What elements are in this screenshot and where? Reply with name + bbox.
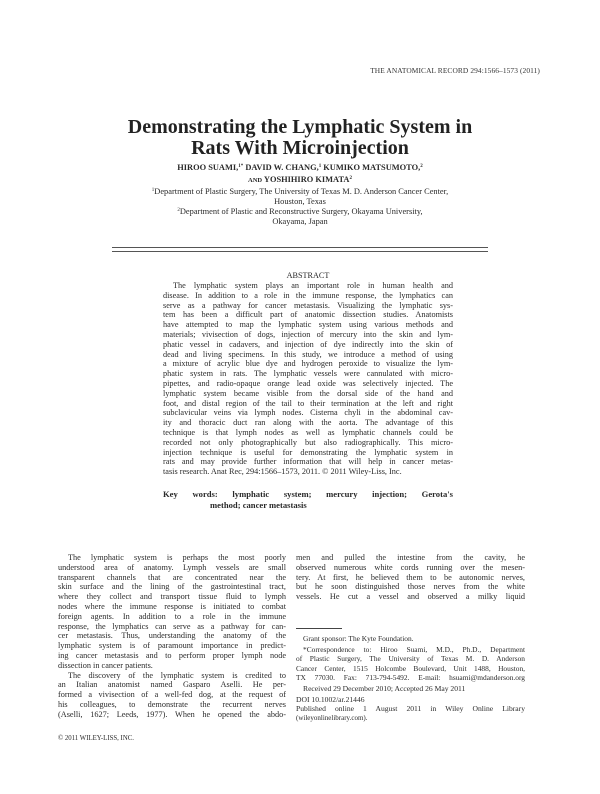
author-sup: 2 [420,164,423,169]
affiliation-sup: 2 [177,208,180,213]
title-line: Demonstrating the Lymphatic System in [127,116,473,138]
copyright: © 2011 WILEY-LISS, INC. [58,735,134,742]
text-line: response, the lymphatics can serve as a pathway for can- [58,621,286,631]
text-line: foot, and distal region of the tail to their termination at the left and right [163,398,453,408]
title-line: Rats With Microinjection [191,137,409,159]
text-line: skin surface and the lining of the gastrointestinal tract, [58,582,286,592]
text-line: dissection in cancer patients. [58,660,153,670]
author: KUMIKO MATSUMOTO, [323,163,421,172]
keywords [163,489,453,510]
text-line: cer metastasis. Thus, understanding the anatomy of the [58,631,286,641]
text-line: dead and living specimens. In this study, we introduce a method of using [163,349,453,359]
keywords-text: lymphatic system; mercury injection; Gerota's [232,489,453,499]
article-title [100,117,500,159]
correspondence [296,645,525,682]
text-line: technique is that lymph nodes as well as lymphatic channels could be [163,427,453,437]
text-line: ing cancer metastasis and to perform proper lymph node [58,650,286,660]
published-online: Published online 1 August 2011 in Wiley Online Library [296,704,525,714]
affiliation-line: Houston, Texas [274,197,326,206]
text-line: lymphatic system is of paramount importance in predict- [58,641,286,651]
text-line: pipettes, and radio-opaque orange lead oxide was selectively injected. The [163,378,453,388]
abstract-text [163,281,453,477]
text-line: (Aselli, 1627; Leeds, 1977). When he opened the abdo- [58,709,286,719]
text-line: Cancer Center, 1515 Holcombe Boulevard, Unit 1488, Houston, [296,663,525,673]
doi: DOI 10.1002/ar.21446 [296,695,365,705]
text-line: The discovery of the lymphatic system is credited to [68,670,286,680]
author-list [100,162,500,187]
received-date: Received 29 December 2010; Accepted 26 May 2011 [303,683,466,693]
text-line: vessels. He cut a vessel and observed a milky liquid [296,592,525,602]
divider [112,247,488,248]
divider [112,251,488,252]
text-line: tem has been a difficult part of anatomic dissection studies. Anatomists [163,310,453,320]
footnote-divider [296,628,342,629]
abstract-heading: ABSTRACT [286,271,330,280]
text-line: foreign agents. In addition to a role in the immune [58,611,286,621]
text-line: ity and thoracic duct ran along with the aorta. The advantage of this [163,418,453,428]
text-line: serve as a pathway for cancer metastasis. Visualizing the lymphatic sys- [163,300,453,310]
grant-sponsor: Grant sponsor: The Kyte Foundation. [303,634,414,643]
affiliation-line: Okayama, Japan [272,217,328,226]
text-line: nodes where the immune response is initiated to combat [58,601,286,611]
text-line: of Plastic Surgery, The University of Texas M. D. Anderson [296,654,525,664]
text-line: understood area of anatomy. Lymph vessels are small [58,562,286,572]
text-line: men and pulled the intestine from the cavity, he [296,553,525,562]
body-column-right [296,553,525,602]
text-line: phatic vessel in cadavers, and injection of dye indirectly into the skin of [163,339,453,349]
author: HIROO SUAMI, [177,163,239,172]
published-online: (wileyonlinelibrary.com). [296,713,368,722]
text-line: transparent channels that are concentrated near the [58,572,286,582]
affiliation-sup: 1 [151,188,155,193]
author-and: AND [248,177,263,184]
text-line: The lymphatic system plays an important role in human health and [173,281,453,290]
text-line: tery. At first, he believed them to be autonomic nerves, [296,572,525,582]
text-line: The lymphatic system is perhaps the most poorly [68,553,286,562]
affiliation-line [100,187,500,197]
text-line: a mixture of acrylic blue dye and hydrogen peroxide to visualize the lym- [163,359,453,369]
text-line: but he soon distinguished those nerves from the white [296,582,525,592]
author: DAVID W. CHANG, [245,163,319,172]
text-line: phatic system in rats. The lymphatic vessels were cannulated with micro- [163,369,453,379]
text-line: observed numerous white cords running over the mesen- [296,562,525,572]
text-line: TX 77030. Fax: 713-794-5492. E-mail: hsuami@mdanderson.org [296,672,525,682]
keywords-label: Key words: [163,489,218,499]
author: YOSHIHIRO KIMATA [263,175,350,184]
text-line: *Correspondence to: Hiroo Suami, M.D., Ph.D., Department [303,645,525,655]
keywords-text: method; cancer metastasis [210,499,307,510]
author-sup: 1 [318,164,322,169]
text-line: subclavicular veins via lymph nodes. Cisterna chyli in the abdominal cav- [163,408,453,418]
author-sup: 2 [349,176,352,181]
text-line: his colleagues, to demonstrate the recurrent nerves [58,699,286,709]
text-line: formed a vivisection of a well-fed dog, at the request of [58,690,286,700]
text-line: injection technique is useful for demonstrating the lymphatic system in [163,447,453,457]
text-line: have attempted to map the lymphatic system using various methods and [163,320,453,330]
affiliation-text: Department of Plastic and Reconstructive Surgery, Okayama University, [179,207,423,216]
text-line: recorded not only photographically but also radiographically. This micro- [163,437,453,447]
body-column-left [58,553,286,720]
text-line: materials; vivisection of dogs, injection of mercury into the skin and lym- [163,329,453,339]
text-line: disease. In addition to a role in the immune response, the lymphatics can [163,290,453,300]
running-head: THE ANATOMICAL RECORD 294:1566–1573 (2011) [370,66,540,75]
affiliation-text: Department of Plastic Surgery, The University of Texas M. D. Anderson Cancer Center, [154,187,449,196]
footnotes [296,634,525,723]
affiliation-line [100,207,500,217]
author-sup: 1* [238,164,244,169]
text-line: lymphatic system became visible from the dorsal side of the hand and [163,388,453,398]
text-line: tasis research. Anat Rec, 294:1566–1573, 2011. © 2011 Wiley-Liss, Inc. [163,467,402,477]
text-line: rats and may provide further information that will help in cancer metas- [163,457,453,467]
affiliations [100,187,500,227]
text-line: an Italian anatomist named Gasparo Aselli. He per- [58,680,286,690]
text-line: where they collect and transport tissue fluid to lymph [58,592,286,602]
